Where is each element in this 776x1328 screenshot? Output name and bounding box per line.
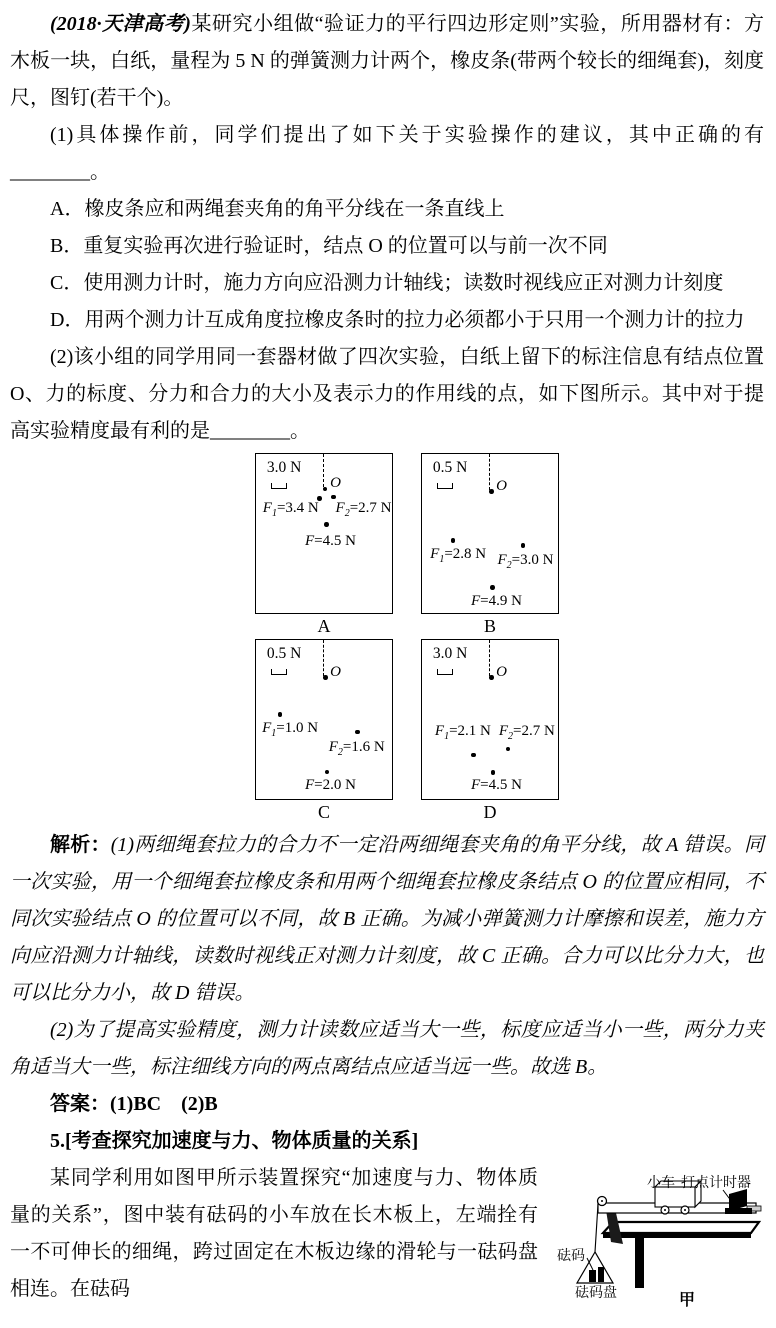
o-point <box>323 675 328 680</box>
weight-block <box>598 1267 604 1282</box>
question-1: (1)具体操作前，同学们提出了如下关于实验操作的建议，其中正确的有________。 <box>10 124 764 183</box>
f1-point <box>451 538 456 543</box>
weights-label: 砝码 <box>557 1249 585 1264</box>
cart-label: 小车 <box>647 1176 675 1191</box>
analysis-text-2: (2)为了提高实验精度，测力计读数应适当大一些，标度应适当小一些，两分力夹角适当大一些，标注细线方向的两点离结点应适当远一些。故选 B。 <box>10 1019 764 1078</box>
f2-point <box>506 747 511 752</box>
f-point <box>490 585 495 590</box>
f1-point <box>471 753 476 758</box>
question-5-block <box>10 1160 764 1308</box>
apparatus-drawing <box>542 1170 764 1322</box>
weight-block <box>589 1270 596 1282</box>
o-label: O <box>496 477 507 494</box>
diagram-box-b <box>421 453 559 614</box>
diagram-caption-d: D <box>483 802 497 822</box>
option-a: A．橡皮条应和两绳套夹角的角平分线在一条直线上 <box>50 198 505 220</box>
table-top <box>603 1222 759 1233</box>
dashed-line <box>489 640 490 676</box>
diagram-caption-a: A <box>317 616 331 636</box>
diagram-cell-c <box>255 639 393 825</box>
string <box>595 1204 598 1252</box>
f-point <box>324 522 329 527</box>
problem-intro-text: 某研究小组做“验证力的平行四边形定则”实验，所用器材有：方木板一块，白纸，量程为 5 N 的弹簧测力计两个，橡皮条(带两个较长的细绳套)，刻度尺，图钉(若干个)。 <box>10 13 764 109</box>
apparatus-figure <box>542 1170 764 1322</box>
f-label: F=2.0 N <box>304 777 356 794</box>
question-5-text: 某同学利用如图甲所示装置探究“加速度与力、物体质量的关系”，图中装有砝码的小车放在长木板上，左端拴有一不可伸长的细绳，跨过固定在木板边缘的滑轮与一砝码盘相连。在砝码 <box>10 1167 538 1300</box>
f1-label: $F_1=2.1$ N <box>434 723 491 743</box>
option-d: D．用两个测力计互成角度拉橡皮条时的拉力必须都小于只用一个测力计的拉力 <box>50 309 745 331</box>
f1-label: $F_1=1.0$ N <box>262 720 319 740</box>
diagram-caption-b: B <box>483 616 496 636</box>
f1-label: $F_1=2.8$ N <box>430 546 487 565</box>
f2-label: $F_2=2.7$ N <box>335 499 392 519</box>
f2-point <box>355 730 360 735</box>
scale-bracket-icon <box>271 669 287 675</box>
figure-caption-jia: 甲 <box>679 1292 696 1309</box>
f2-point <box>521 543 526 548</box>
f2-label: $F_2=2.7$ N <box>498 723 555 743</box>
table-leg <box>635 1238 644 1288</box>
scale-label: 3.0 N <box>432 644 468 662</box>
o-point <box>323 487 328 492</box>
scale-label: 3.0 N <box>266 458 302 476</box>
f2-label: $F_2=3.0$ N <box>497 552 554 572</box>
analysis-label: 解析： <box>50 834 111 856</box>
diagram-grid <box>255 453 559 825</box>
timer-label: 打点计时器 <box>681 1176 751 1191</box>
o-point <box>489 675 494 680</box>
table-front-edge <box>603 1233 751 1238</box>
scale-label: 0.5 N <box>432 458 468 476</box>
analysis-paragraph-2 <box>10 1012 764 1086</box>
question-5-heading: 5.[考查探究加速度与力、物体质量的关系] <box>50 1130 419 1152</box>
f-point <box>325 770 330 775</box>
f1-label: $F_1=3.4$ N <box>262 499 319 519</box>
diagram-cell-b <box>421 453 559 639</box>
dashed-line <box>323 640 324 676</box>
diagram-box-c <box>255 639 393 800</box>
analysis-paragraph-1 <box>10 827 764 1012</box>
f-label: F=4.9 N <box>470 592 522 609</box>
scale-label: 0.5 N <box>266 644 302 662</box>
scale-bracket-icon <box>437 483 453 489</box>
o-label: O <box>330 663 341 680</box>
f2-point <box>331 495 336 500</box>
o-point <box>489 489 494 494</box>
pan-label: 砝码盘 <box>575 1286 617 1301</box>
f-label: F=4.5 N <box>304 532 356 549</box>
dashed-line <box>489 454 490 490</box>
diagram-caption-c: C <box>317 802 330 822</box>
scale-bracket-icon <box>271 483 287 489</box>
scale-bracket-icon <box>437 669 453 675</box>
dashed-line <box>323 454 324 487</box>
o-label: O <box>496 663 507 680</box>
diagram-box-a <box>255 453 393 614</box>
diagram-box-d <box>421 639 559 800</box>
question-2: (2)该小组的同学用同一套器材做了四次实验，白纸上留下的标注信息有结点位置 O、力的标度、分力和合力的大小及表示力的作用线的点，如下图所示。其中对于提高实验精度最有利的是________。 <box>10 346 764 442</box>
pulley-axle <box>601 1200 603 1202</box>
diagram-cell-d <box>421 639 559 825</box>
o-label: O <box>330 475 341 492</box>
diagram-cell-a <box>255 453 393 639</box>
analysis-text-1: (1)两细绳套拉力的合力不一定沿两细绳套夹角的角平分线，故 A 错误。同一次实验，用一个细绳套拉橡皮条和用两个细绳套拉橡皮条结点 O 的位置应相同，不同次实验结点 O 的位置可以不同，故 B 正确。为减小弹簧测力计摩擦和误差，施力方向应沿测力计轴线，读数时视线正对测力计刻度，故 C 正确。合力可以比分力大，也可以比分力小，故 D 错误。 <box>10 834 764 1004</box>
f-label: F=4.5 N <box>470 777 522 794</box>
option-b: B．重复实验再次进行验证时，结点 O 的位置可以与前一次不同 <box>50 235 608 257</box>
option-c: C．使用测力计时，施力方向应沿测力计轴线；读数时视线应正对测力计刻度 <box>50 272 724 294</box>
answer-label: 答案： <box>50 1093 110 1115</box>
f1-point <box>278 712 283 717</box>
answer-line <box>10 1086 764 1123</box>
f-point <box>491 770 496 775</box>
exam-source-tag: (2018·天津高考) <box>50 13 191 35</box>
answer-text: (1)BC (2)B <box>110 1093 218 1115</box>
timer-base <box>725 1208 752 1214</box>
f2-label: $F_2=1.6$ N <box>328 739 385 759</box>
wheel-hub <box>684 1209 686 1211</box>
wheel-hub <box>664 1209 666 1211</box>
problem-intro-paragraph <box>10 6 764 117</box>
